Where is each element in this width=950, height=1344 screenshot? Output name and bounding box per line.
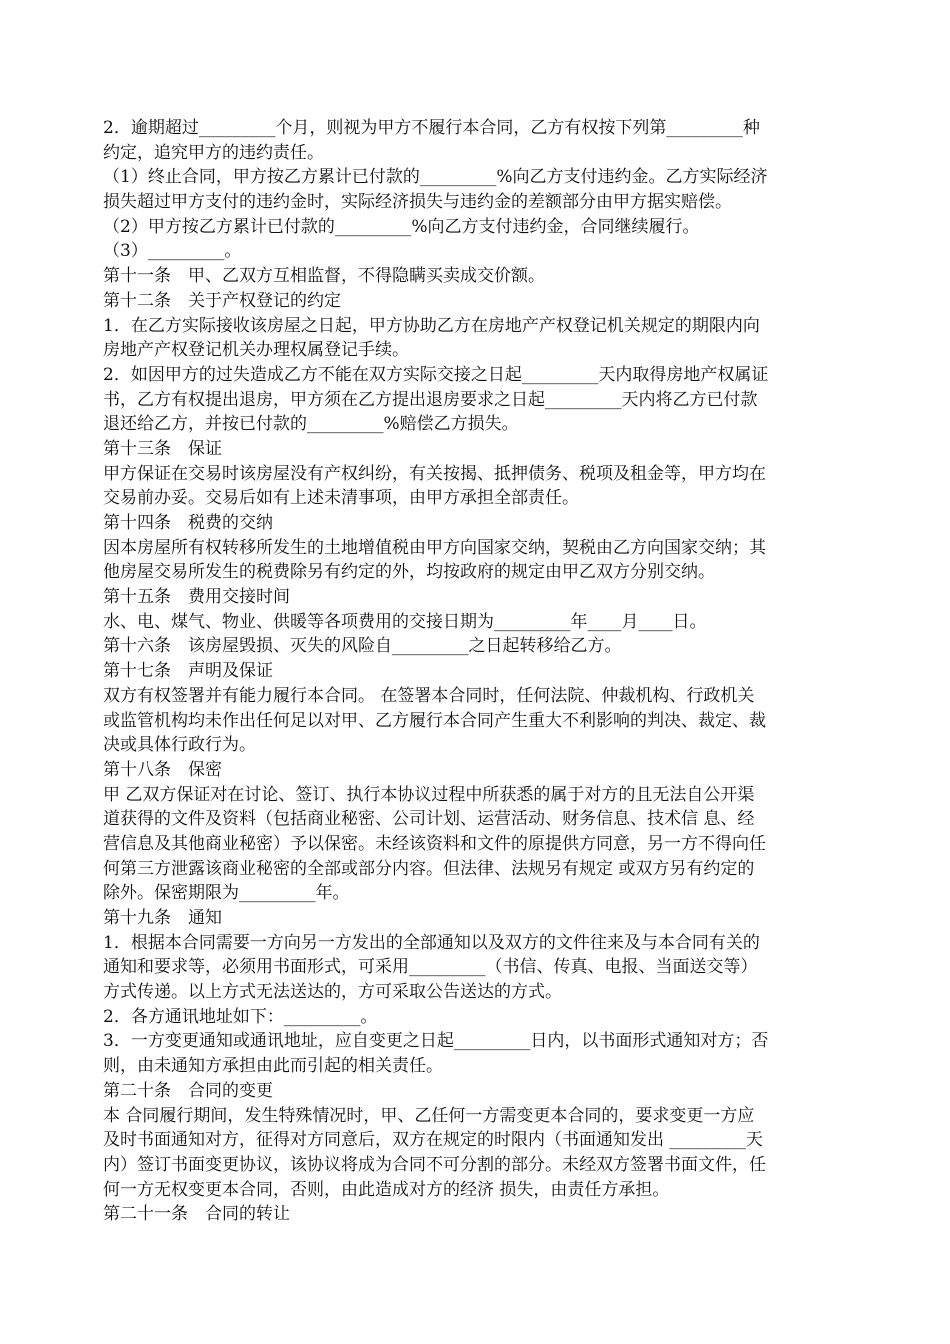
text-line: 水、电、煤气、物业、供暖等各项费用的交接日期为_________年____月____日。 xyxy=(103,611,707,632)
text-line: 本 合同履行期间，发生特殊情况时，甲、乙任何一方需变更本合同的，要求变更一方应 xyxy=(103,1105,755,1126)
text-line: 除外。保密期限为_________年。 xyxy=(103,883,350,904)
text-line: 决或具体行政行为。 xyxy=(103,735,256,756)
article-heading: 第十四条 税费的交纳 xyxy=(103,513,273,533)
text-line: 甲方保证在交易时该房屋没有产权纠纷，有关按揭、抵押债务、税项及租金等，甲方均在 xyxy=(103,463,766,484)
article-heading: 第十六条 该房屋毁损、灭失的风险自_________之日起转移给乙方。 xyxy=(103,636,622,657)
article-heading: 第十七条 声明及保证 xyxy=(103,661,273,682)
text-line: 2．各方通讯地址如下：_________。 xyxy=(103,1006,378,1027)
text-line: 及时书面通知对方，征得对方同意后，双方在规定的时限内（书面通知发出 _________天 xyxy=(103,1130,763,1151)
text-line: 1．在乙方实际接收该房屋之日起，甲方协助乙方在房地产产权登记机关规定的期限内向 xyxy=(103,315,760,336)
article-heading: 第二十一条 合同的转让 xyxy=(103,1204,290,1225)
article-heading: 第十八条 保密 xyxy=(103,759,222,780)
text-line: 营信息及其他商业秘密）予以保密。未经该资料和文件的原提供方同意，另一方不得向任 xyxy=(103,833,766,854)
article-heading: 第十九条 通知 xyxy=(103,908,222,928)
text-line: 2．如因甲方的过失造成乙方不能在双方实际交接之日起_________天内取得房地产权属证 xyxy=(103,364,769,385)
text-line: 内）签订书面变更协议，该协议将成为合同不可分割的部分。未经双方签署书面文件，任 xyxy=(103,1154,766,1175)
text-line: 甲 乙双方保证对在讨论、签订、执行本协议过程中所获悉的属于对方的且无法自公开渠 xyxy=(103,784,755,805)
text-line: 房地产产权登记机关办理权属登记手续。 xyxy=(103,340,409,361)
article-heading: 第二十条 合同的变更 xyxy=(103,1080,273,1101)
text-line: 双方有权签署并有能力履行本合同。 在签署本合同时，任何法院、仲裁机构、行政机关 xyxy=(103,685,755,706)
text-line: 1．根据本合同需要一方向另一方发出的全部通知以及双方的文件往来及与本合同有关的 xyxy=(103,932,760,953)
text-line: （2）甲方按乙方累计已付款的_________%向乙方支付违约金，合同继续履行。 xyxy=(103,216,700,237)
text-line: 通知和要求等，必须用书面形式，可采用_________（书信、传真、电报、当面送交等） xyxy=(103,957,758,978)
text-line: 交易前办妥。交易后如有上述未清事项，由甲方承担全部责任。 xyxy=(103,488,579,509)
article-heading: 第十一条 甲、乙双方互相监督，不得隐瞒买卖成交价额。 xyxy=(103,266,545,287)
text-line: 约定，追究甲方的违约责任。 xyxy=(103,142,324,163)
text-line: （3）_________。 xyxy=(103,241,242,262)
document-page xyxy=(103,116,848,1227)
text-line: 退还给乙方，并按已付款的_________%赔偿乙方损失。 xyxy=(103,414,519,435)
text-line: 道获得的文件及资料（包括商业秘密、公司计划、运营活动、财务信息、技术信 息、经 xyxy=(103,809,755,830)
text-line: 损失超过甲方支付的违约金时，实际经济损失与违约金的差额部分由甲方据实赔偿。 xyxy=(103,192,732,213)
text-line: 何一方无权变更本合同，否则，由此造成对方的经济 损失，由责任方承担。 xyxy=(103,1179,670,1200)
text-line: 他房屋交易所发生的税费除另有约定的外，均按政府的规定由甲乙双方分别交纳。 xyxy=(103,562,715,583)
article-heading: 第十五条 费用交接时间 xyxy=(103,587,290,608)
text-line: 则，由未通知方承担由此而引起的相关责任。 xyxy=(103,1056,443,1077)
text-line: （1）终止合同，甲方按乙方累计已付款的_________%向乙方支付违约金。乙方实际经济 xyxy=(103,167,768,188)
article-heading: 第十二条 关于产权登记的约定 xyxy=(103,290,341,311)
text-line: 书，乙方有权提出退房，甲方须在乙方提出退房要求之日起_________天内将乙方已付款 xyxy=(103,389,758,410)
text-line: 方式传递。以上方式无法送达的，方可采取公告送达的方式。 xyxy=(103,982,562,1003)
article-heading: 第十三条 保证 xyxy=(103,438,222,459)
text-line: 2．逾期超过_________个月，则视为甲方不履行本合同，乙方有权按下列第_________种 xyxy=(103,118,760,138)
text-line: 3．一方变更通知或通讯地址，应自变更之日起_________日内，以书面形式通知对方；否 xyxy=(103,1031,769,1052)
text-line: 或监管机构均未作出任何足以对甲、乙方履行本合同产生重大不利影响的判决、裁定、裁 xyxy=(103,710,766,731)
text-line: 因本房屋所有权转移所发生的土地增值税由甲方向国家交纳，契税由乙方向国家交纳；其 xyxy=(103,537,766,558)
text-line: 何第三方泄露该商业秘密的全部或部分内容。但法律、法规另有规定 或双方另有约定的 xyxy=(103,858,755,879)
